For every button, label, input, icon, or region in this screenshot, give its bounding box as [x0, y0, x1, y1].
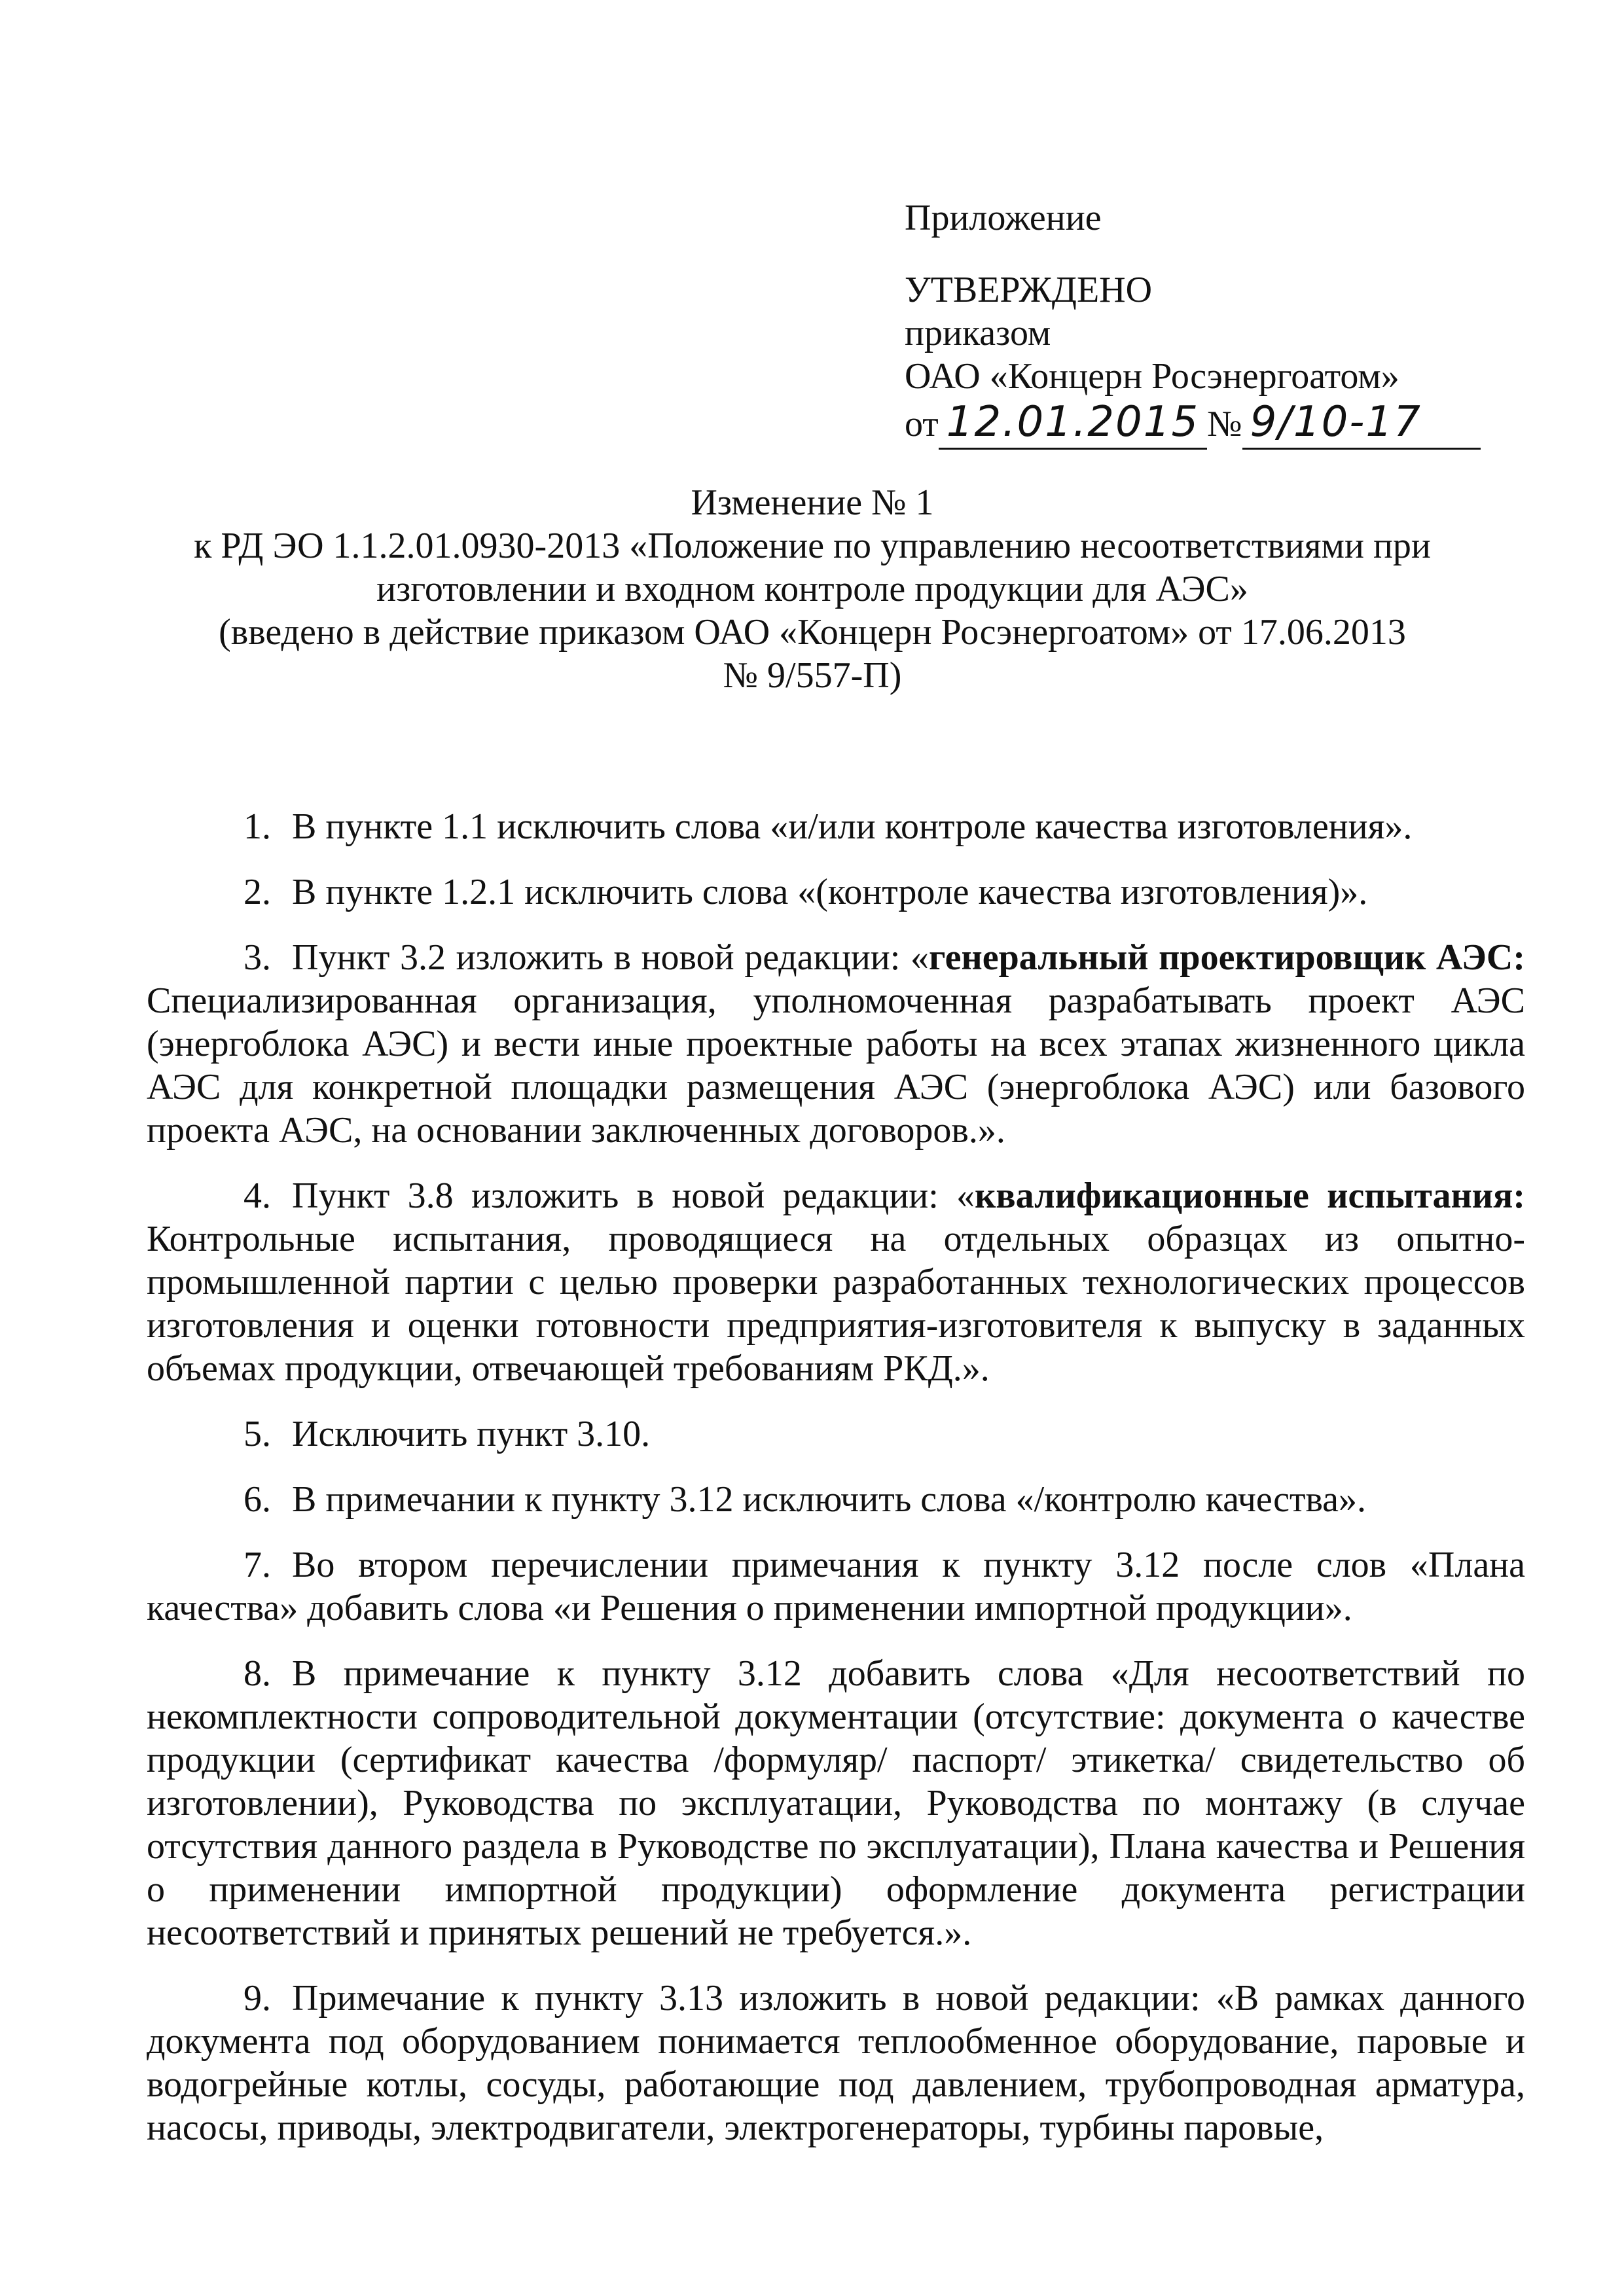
item-number: 9.: [244, 1978, 271, 2018]
list-item: [147, 1543, 1525, 1630]
appendix-label: Приложение: [905, 198, 1102, 238]
item-text: В пункте 1.2.1 исключить слова «(контроле качества изготовления)».: [292, 872, 1368, 912]
item-term: генеральный проектировщик АЭС:: [928, 937, 1525, 978]
change-subtitle-line-4: № 9/557-П): [723, 655, 902, 696]
list-item: [147, 805, 1525, 848]
item-text: Специализированная организация, уполномоченная разрабатывать проект АЭС (энергоблока АЭС) и вести иные проектные работы на всех этапах жизненного цикла АЭС для конкретной площадки размещения АЭС (энергоблока АЭС) или базового проекта АЭС, на основании заключенных договоров.».: [147, 980, 1525, 1151]
item-term: квалификационные испытания:: [975, 1175, 1525, 1216]
item-number: 4.: [244, 1175, 271, 1216]
item-text: Во втором перечислении примечания к пункту 3.12 после слов «Плана качества» добавить слова «и Решения о применении импортной продукции».: [147, 1545, 1525, 1628]
item-text-prefix: Пункт 3.8 изложить в новой редакции: «: [292, 1175, 975, 1216]
item-text: Примечание к пункту 3.13 изложить в новой редакции: «В рамках данного документа под оборудованием понимается теплообменное оборудование, паровые и водогрейные котлы, сосуды, работающие под давлением, трубопроводная арматура, насосы, приводы, электродвигатели, электрогенераторы, турбины паровые,: [147, 1978, 1525, 2148]
change-subtitle-line-3: (введено в действие приказом ОАО «Концерн Росэнергоатом» от 17.06.2013: [219, 612, 1406, 653]
list-item: [147, 1478, 1525, 1521]
handwritten-date: 12.01.2015: [939, 398, 1207, 450]
item-text: В примечание к пункту 3.12 добавить слова «Для несоответствий по некомплектности сопроводительной документации (отсутствие: документа о качестве продукции (сертификат качества /формуляр/ паспорт/ этикетка/ свидетельство об изготовлении), Руководства по эксплуатации, Руководства по монтажу (в случае отсутствия данного раздела в Руководстве по эксплуатации), Плана качества и Решения о применении импортной продукции) оформление документа регистрации несоответствий и принятых решений не требуется.».: [147, 1653, 1525, 1953]
change-subtitle-line-2: изготовлении и входном контроле продукции для АЭС»: [376, 569, 1248, 610]
from-label: от: [905, 404, 939, 445]
by-order-label: приказом: [905, 313, 1051, 354]
list-item: [147, 936, 1525, 1152]
item-text: В пункте 1.1 исключить слова «и/или контроле качества изготовления».: [292, 806, 1413, 847]
item-text: В примечании к пункту 3.12 исключить слова «/контролю качества».: [292, 1479, 1367, 1520]
list-item: [147, 1174, 1525, 1390]
item-text-prefix: Пункт 3.2 изложить в новой редакции: «: [292, 937, 929, 978]
list-item: [147, 1977, 1525, 2149]
handwritten-number: 9/10-17: [1242, 398, 1481, 450]
organization-name: ОАО «Концерн Росэнергоатом»: [905, 356, 1399, 397]
number-label: №: [1207, 404, 1242, 445]
item-text: Исключить пункт 3.10.: [292, 1414, 651, 1454]
item-number: 5.: [244, 1414, 271, 1454]
item-number: 3.: [244, 937, 271, 978]
list-item: [147, 1412, 1525, 1456]
item-number: 6.: [244, 1479, 271, 1520]
list-item: [147, 1652, 1525, 1954]
item-number: 2.: [244, 872, 271, 912]
change-subtitle-line-1: к РД ЭО 1.1.2.01.0930-2013 «Положение по управлению несоответствиями при: [194, 526, 1431, 567]
change-items-list: [147, 805, 1525, 2172]
item-text: Контрольные испытания, проводящиеся на отдельных образцах из опытно-промышленной партии с целью проверки разработанных технологических процессов изготовления и оценки готовности предприятия-изготовителя к выпуску в заданных объемах продукции, отвечающей требованиям РКД.».: [147, 1219, 1525, 1389]
item-number: 8.: [244, 1653, 271, 1694]
order-date-line: [905, 398, 1494, 450]
approval-block: [905, 196, 1494, 450]
list-item: [147, 870, 1525, 914]
change-title-block: [131, 481, 1494, 697]
change-title: Изменение № 1: [691, 482, 934, 523]
item-number: 7.: [244, 1545, 271, 1585]
approved-label: УТВЕРЖДЕНО: [905, 270, 1153, 311]
item-number: 1.: [244, 806, 271, 847]
